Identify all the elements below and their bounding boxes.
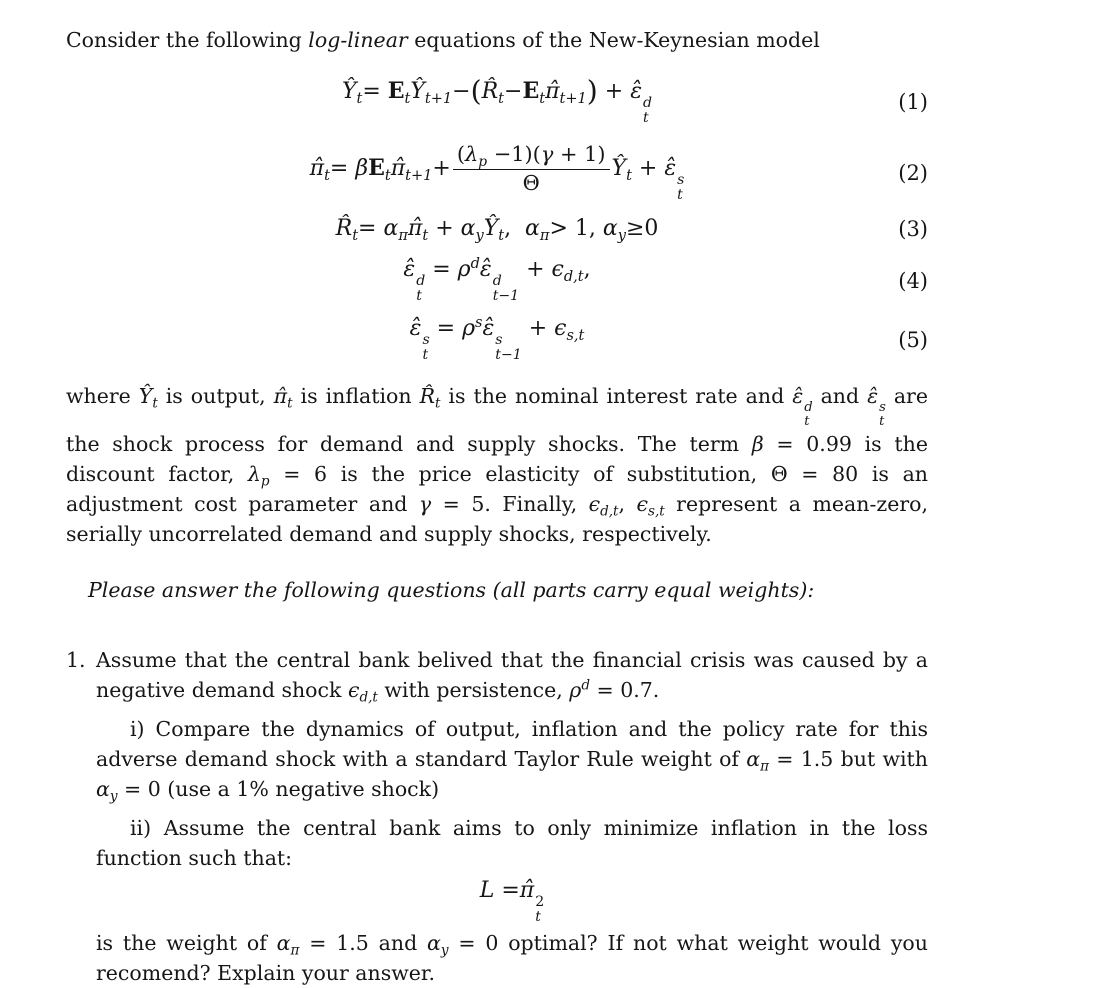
equation-5-number: (5) <box>898 328 928 353</box>
equation-2 <box>66 138 928 207</box>
question-1-part-ii-continued: is the weight of $\alpha_\pi = 1.5$ and $\alpha_y = 0$ optimal? If not what weight would you recomend? Explain your answer. <box>96 931 928 986</box>
loss-function-equation-body: L =π̂ 2 t <box>479 878 545 925</box>
equation-3-body: $R̂_t=$ $\alpha_\pi\pî_t$ + $\alpha_yŶ_t$, $\alpha_\pi> 1$, $\alpha_y\ge 0$ <box>335 216 659 245</box>
question-1 <box>66 633 928 988</box>
equation-3 <box>66 211 928 246</box>
questions-prompt: Please answer the following questions (all parts carry equal weights): <box>88 578 815 603</box>
equation-1-body: $Ŷ_t=$ $E_tŶ_{t+1}-(R̂_t-E_t\pî_{t+1})$ + ε̂ d t <box>341 74 653 126</box>
loss-function-equation <box>96 878 928 925</box>
equation-2-body: $\pî_t=$ $\beta E_t\pî_{t+1}+$ $\frac{(\lambda_p -1)(\gamma + 1)}{\Theta}$ $Ŷ_t$ + ε̂ s t <box>309 142 685 204</box>
equation-4 <box>66 252 928 309</box>
question-1-part-i: i) Compare the dynamics of output, inflation and the policy rate for this adverse demand shock with a standard Taylor Rule weight of $\alpha_\pi = 1.5$ but with $\alpha_y = 0$ (use a 1% negative shock) <box>96 717 929 805</box>
equation-5-body: ε̂ s t = $\rho^s\varepsilon̂$ s t−1 + $\epsilon_{s,t}$ <box>409 315 585 364</box>
equation-2-number: (2) <box>898 160 928 185</box>
intro-paragraph: Consider the following log-linear equations of the New-Keynesian model <box>66 28 820 52</box>
description-paragraph: where $Ŷ_t$ is output, $\pî_t$ is inflation $R̂_t$ is the nominal interest rate and ε̂ d t and ε̂ s t are the shock process for demand and supply shocks. The term β = 0.99 is the discount factor, $\lambda_p = 6$ is the price elasticity of substitution, Θ = 80 is an adjustment cost parameter and γ = 5. Finally, $\epsilon_{d,t}$, $\epsilon_{s,t}$ represent a mean-zero, serially uncorrelated demand and supply shocks, respectively. <box>66 383 928 547</box>
equation-5 <box>66 311 928 368</box>
question-1-body <box>96 633 928 988</box>
question-1-part-ii: ii) Assume the central bank aims to only minimize inflation in the loss function such that: <box>96 816 928 871</box>
equation-1-number: (1) <box>898 90 928 115</box>
question-1-label: 1. <box>66 648 86 673</box>
equation-1 <box>66 72 928 132</box>
equation-4-body: ε̂ d t = $\rho^d\varepsilon̂$ d t−1 + $\epsilon_{d,t}$, <box>403 256 591 305</box>
question-1-intro: Assume that the central bank belived that the financial crisis was caused by a negative demand shock $\epsilon_{d,t}$ with persistence, $\rho^d = 0.7$. <box>96 648 928 706</box>
equation-3-number: (3) <box>898 216 928 241</box>
equation-4-number: (4) <box>898 268 928 293</box>
page-content <box>66 0 928 988</box>
